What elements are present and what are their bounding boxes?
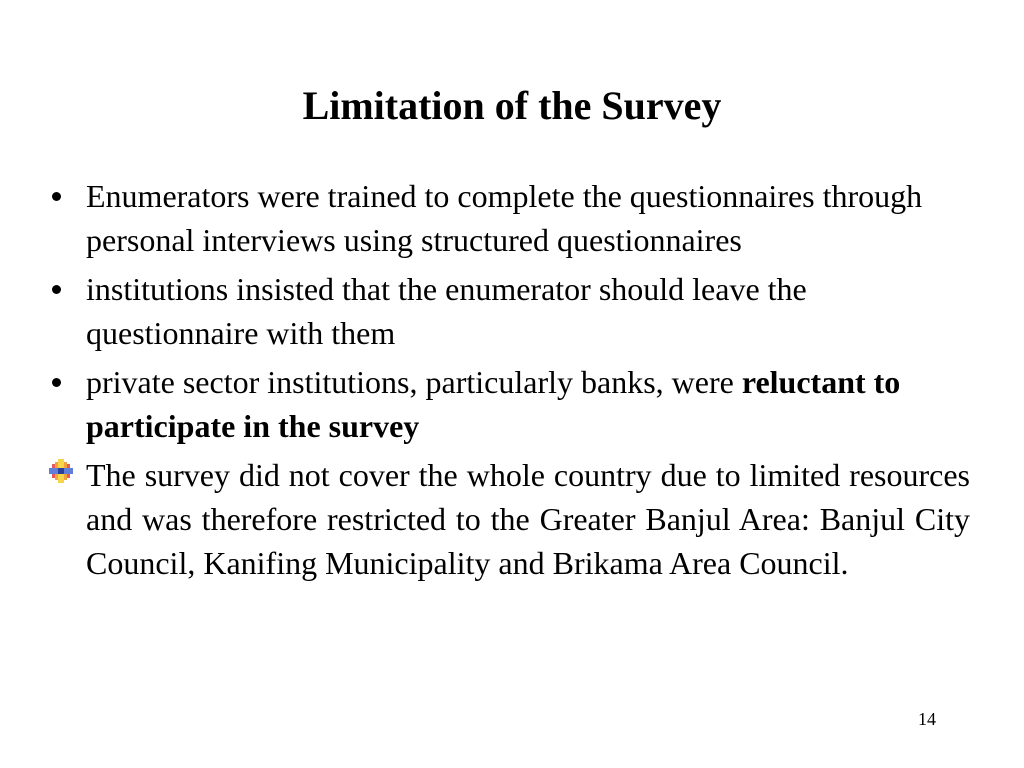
bullet-marker [46,360,86,404]
bullet-text-regular: private sector institutions, particularly banks, were [86,364,742,400]
bullet-item [46,174,970,262]
bullet-marker [46,267,86,311]
colorful-star-bullet-icon [48,458,74,484]
bullet-marker [46,174,86,218]
dot-icon [52,378,61,387]
bullet-text [86,360,970,448]
bullet-text-bold: reluctant to participate in the survey [86,364,901,444]
dot-icon [52,192,61,201]
bullet-marker [46,453,86,497]
slide-title: Limitation of the Survey [302,83,722,128]
page-number: 14 [918,709,936,729]
bullet-text: Enumerators were trained to complete the questionnaires through personal interviews using structured questionnaires [86,178,923,258]
bullet-item [46,267,970,355]
bullet-item [46,360,970,448]
bullet-list [46,174,970,590]
bullet-text: institutions insisted that the enumerator should leave the questionnaire with them [86,271,807,351]
dot-icon [52,285,61,294]
bullet-text: The survey did not cover the whole country due to limited resources and was therefore restricted to the Greater Banjul Area: Banjul City Council, Kanifing Municipality and Brikama Area Council. [86,457,970,581]
bullet-item [46,453,970,585]
